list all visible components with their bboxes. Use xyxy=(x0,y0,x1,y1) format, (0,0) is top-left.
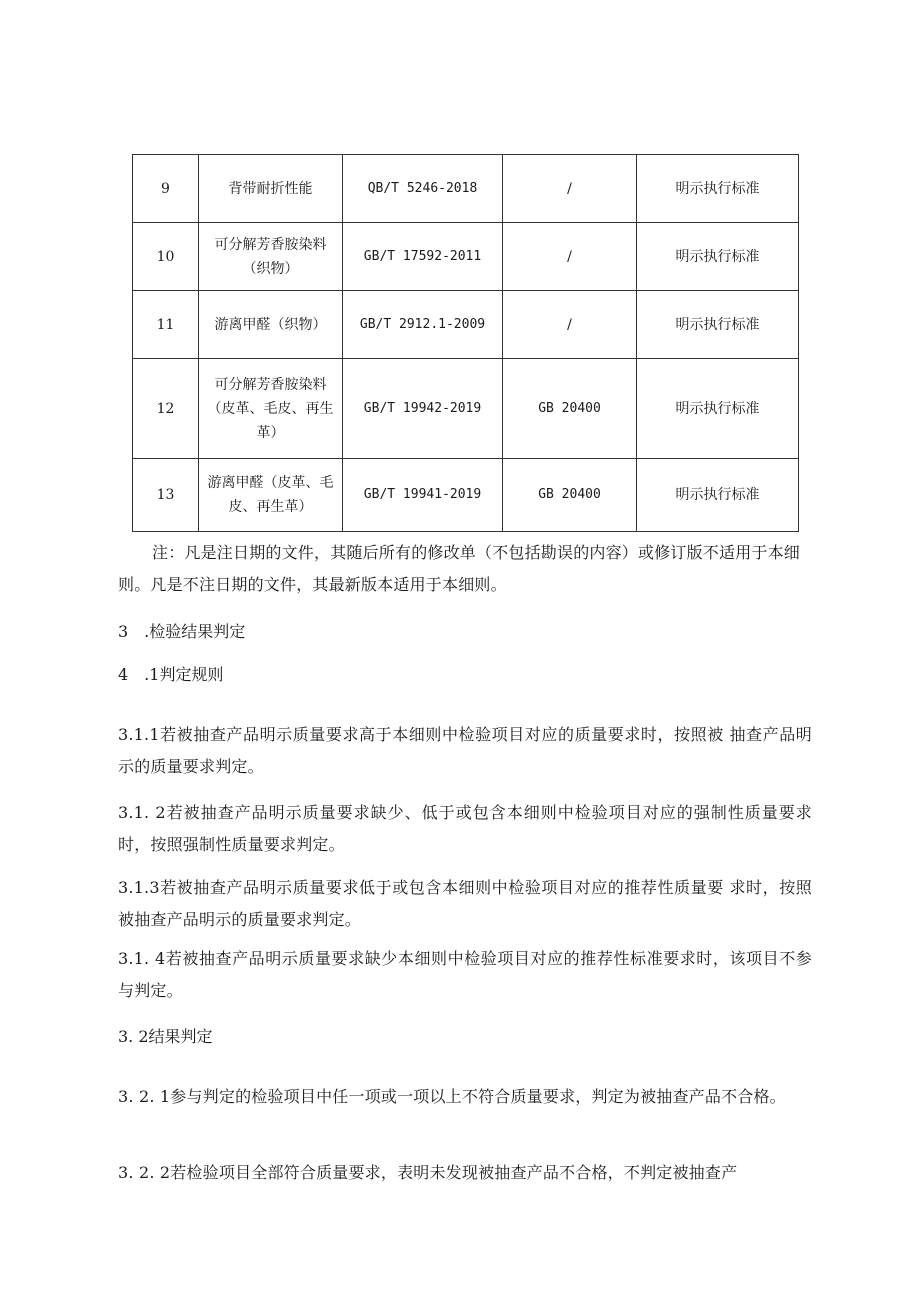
table-row xyxy=(133,291,799,359)
section-3-heading: 3 .检验结果判定 xyxy=(118,622,246,641)
item-number: 9 xyxy=(133,155,199,223)
item-name: 可分解芳香胺染料（织物） xyxy=(199,223,343,291)
mandatory-standard: GB 20400 xyxy=(503,459,637,532)
test-method: GB/T 17592-2011 xyxy=(343,223,503,291)
mandatory-standard: GB 20400 xyxy=(503,359,637,459)
requirement: 明示执行标准 xyxy=(637,155,799,223)
paragraph-3-2-2: 3. 2. 2若检验项目全部符合质量要求，表明未发现被抽查产品不合格，不判定被抽查产 xyxy=(118,1163,738,1182)
requirement: 明示执行标准 xyxy=(637,459,799,532)
mandatory-standard: / xyxy=(503,155,637,223)
paragraph-3-1-2: 3.1. 2若被抽查产品明示质量要求缺少、低于或包含本细则中检验项目对应的强制性质量要求时，按照强制性质量要求判定。 xyxy=(118,803,812,854)
section-3-2-heading: 3. 2结果判定 xyxy=(118,1027,213,1046)
item-name: 游离甲醛（皮革、毛皮、再生革） xyxy=(199,459,343,532)
item-name: 游离甲醛（织物） xyxy=(199,291,343,359)
mandatory-standard: / xyxy=(503,291,637,359)
item-number: 13 xyxy=(133,459,199,532)
test-method: GB/T 2912.1-2009 xyxy=(343,291,503,359)
requirement: 明示执行标准 xyxy=(637,359,799,459)
test-method: GB/T 19942-2019 xyxy=(343,359,503,459)
table-row xyxy=(133,459,799,532)
paragraph-3-2-1: 3. 2. 1参与判定的检验项目中任一项或一项以上不符合质量要求，判定为被抽查产品不合格。 xyxy=(118,1087,786,1106)
table-row xyxy=(133,223,799,291)
table-row xyxy=(133,155,799,223)
item-name: 背带耐折性能 xyxy=(199,155,343,223)
requirement: 明示执行标准 xyxy=(637,291,799,359)
paragraph-3-1-4: 3.1. 4若被抽查产品明示质量要求缺少本细则中检验项目对应的推荐性标准要求时，该项目不参与判定。 xyxy=(118,949,812,1000)
table-note: 注：凡是注日期的文件，其随后所有的修改单（不包括勘误的内容）或修订版不适用于本细则。凡是不注日期的文件，其最新版本适用于本细则。 xyxy=(118,543,801,594)
mandatory-standard: / xyxy=(503,223,637,291)
item-name: 可分解芳香胺染料（皮革、毛皮、再生革） xyxy=(199,359,343,459)
paragraph-3-1-1: 3.1.1若被抽查产品明示质量要求高于本细则中检验项目对应的质量要求时，按照被 抽查产品明示的质量要求判定。 xyxy=(118,725,812,776)
test-method: GB/T 19941-2019 xyxy=(343,459,503,532)
item-number: 12 xyxy=(133,359,199,459)
section-3-1-heading: 4 .1判定规则 xyxy=(118,665,224,684)
paragraph-3-1-3: 3.1.3若被抽查产品明示质量要求低于或包含本细则中检验项目对应的推荐性质量要 求时，按照被抽查产品明示的质量要求判定。 xyxy=(118,878,812,929)
table-row xyxy=(133,359,799,459)
requirement: 明示执行标准 xyxy=(637,223,799,291)
item-number: 10 xyxy=(133,223,199,291)
inspection-items-table xyxy=(132,154,799,532)
item-number: 11 xyxy=(133,291,199,359)
test-method: QB/T 5246-2018 xyxy=(343,155,503,223)
